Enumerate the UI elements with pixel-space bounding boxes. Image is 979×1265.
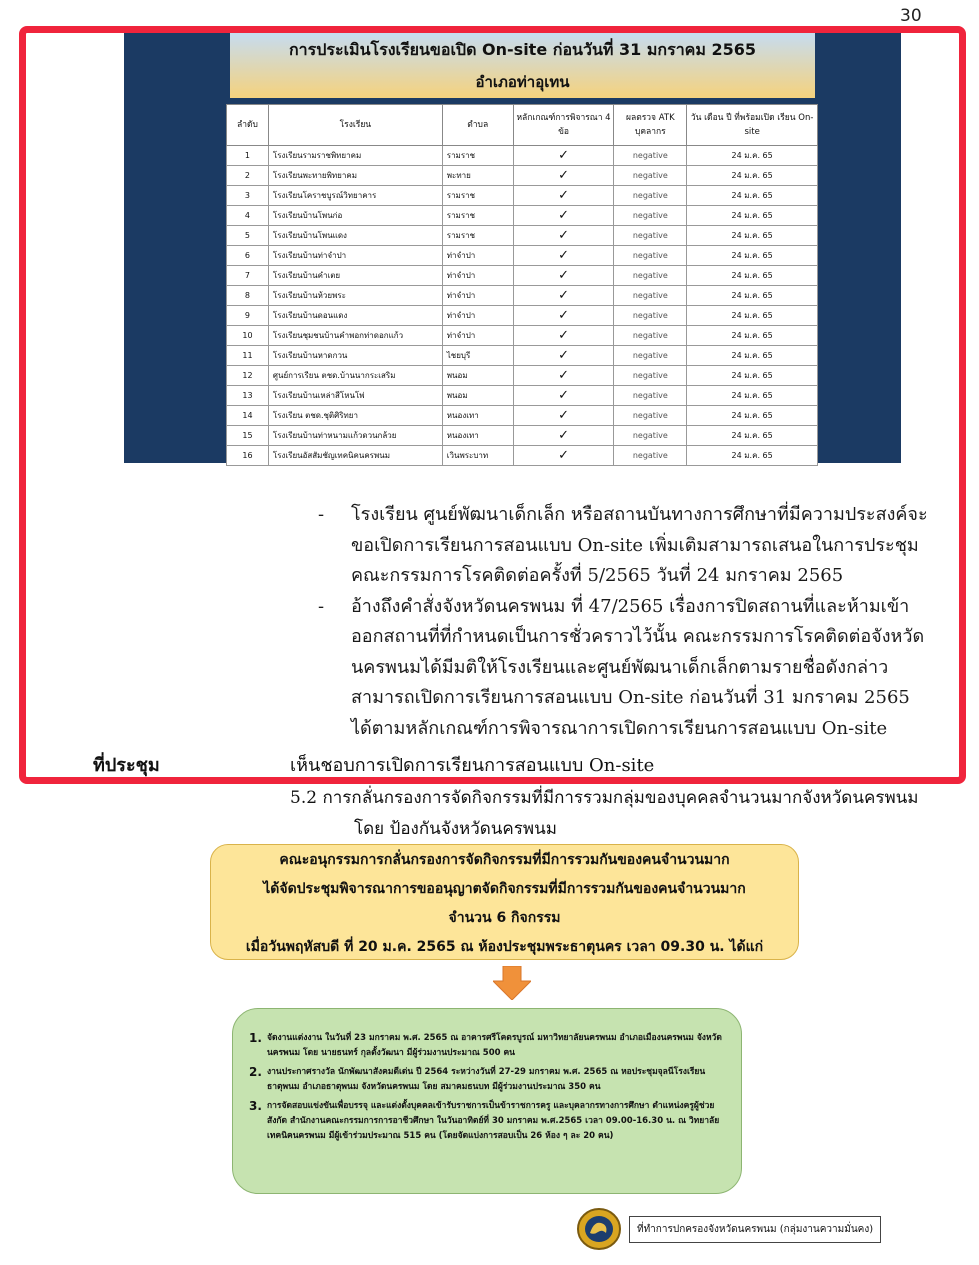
cell-atk: negative [614,186,687,206]
cell-subdistrict: รามราช [442,186,513,206]
cell-school: โรงเรียนบ้านท่าหนามแก้วดวนกล้วย [268,426,442,446]
cell-atk: negative [614,366,687,386]
activity-text: งานประกาศรางวัล นักพัฒนาสังคมดีเด่น ปี 2564 ระหว่างวันที่ 27-29 มกราคม พ.ศ. 2565 ณ หอประชุมจุลนีโรงเรียนธาตุพนม อำเภอธาตุพนม จังหวัดนครพนม โดย สมาคมธนบท มีผู้ร่วมงานประมาณ 350 คน [267,1067,706,1092]
cell-criteria-check: ✓ [513,286,614,306]
activity-item [249,1065,727,1095]
activity-item [249,1099,727,1144]
bullet-list [318,500,933,744]
table-row [227,286,818,306]
cell-subdistrict: ท่าจำปา [442,306,513,326]
bullet-text: อ้างถึงคำสั่งจังหวัดนครพนม ที่ 47/2565 เรื่องการปิดสถานที่และห้ามเข้าออกสถานที่ที่กำหนดเป็นการชั่วคราวไว้นั้น คณะกรรมการโรคติดต่อจังหวัดนครพนมได้มีมติให้โรงเรียนและศูนย์พัฒนาเด็กเล็กตามรายชื่อดังกล่าวสามารถเปิดการเรียนการสอนแบบ On-site ก่อนวันที่ 31 มกราคม 2565 ได้ตามหลักเกณฑ์การพิจารณาการเปิดการเรียนการสอนแบบ On-site [351,595,925,739]
summary-line: จำนวน 6 กิจกรรม [448,910,561,926]
cell-school: โรงเรียนรามราชพิทยาคม [268,146,442,166]
cell-date: 24 ม.ค. 65 [687,426,818,446]
cell-subdistrict: พะทาย [442,166,513,186]
table-row [227,326,818,346]
table-row [227,446,818,466]
arrow-down-icon [493,966,531,1000]
header-atk: ผลตรวจ ATK บุคลากร [614,105,687,146]
cell-no: 5 [227,226,269,246]
cell-criteria-check: ✓ [513,246,614,266]
school-table [226,104,818,466]
cell-subdistrict: พนอม [442,366,513,386]
table-row [227,166,818,186]
cell-date: 24 ม.ค. 65 [687,166,818,186]
cell-criteria-check: ✓ [513,146,614,166]
cell-atk: negative [614,446,687,466]
cell-subdistrict: เวินพระบาท [442,446,513,466]
cell-date: 24 ม.ค. 65 [687,386,818,406]
bullet-text: โรงเรียน ศูนย์พัฒนาเด็กเล็ก หรือสถานบันทางการศึกษาที่มีความประสงค์จะขอเปิดการเรียนการสอนแบบ On-site เพิ่มเติมสามารถเสนอในการประชุมคณะกรรมการโรคติดต่อครั้งที่ 5/2565 วันที่ 24 มกราคม 2565 [351,504,928,586]
cell-atk: negative [614,326,687,346]
activity-number: 1. [249,1031,262,1045]
cell-no: 13 [227,386,269,406]
cell-atk: negative [614,246,687,266]
activities-box [232,1008,742,1194]
cell-date: 24 ม.ค. 65 [687,446,818,466]
table-row [227,426,818,446]
cell-criteria-check: ✓ [513,446,614,466]
table-row [227,306,818,326]
cell-criteria-check: ✓ [513,406,614,426]
cell-no: 4 [227,206,269,226]
meeting-resolution: เห็นชอบการเปิดการเรียนการสอนแบบ On-site [290,755,655,776]
provincial-seal-icon [576,1207,622,1251]
cell-subdistrict: รามราช [442,206,513,226]
cell-no: 11 [227,346,269,366]
cell-date: 24 ม.ค. 65 [687,246,818,266]
cell-subdistrict: หนองเทา [442,426,513,446]
cell-criteria-check: ✓ [513,426,614,446]
table-row [227,266,818,286]
cell-subdistrict: พนอม [442,386,513,406]
cell-date: 24 ม.ค. 65 [687,326,818,346]
cell-criteria-check: ✓ [513,266,614,286]
cell-no: 15 [227,426,269,446]
cell-subdistrict: ท่าจำปา [442,286,513,306]
cell-date: 24 ม.ค. 65 [687,266,818,286]
table-row [227,206,818,226]
cell-subdistrict: ท่าจำปา [442,246,513,266]
cell-atk: negative [614,146,687,166]
cell-no: 8 [227,286,269,306]
table-header-row [227,105,818,146]
cell-date: 24 ม.ค. 65 [687,346,818,366]
footer [576,1207,881,1251]
cell-subdistrict: รามราช [442,226,513,246]
cell-date: 24 ม.ค. 65 [687,146,818,166]
cell-date: 24 ม.ค. 65 [687,286,818,306]
cell-criteria-check: ✓ [513,226,614,246]
cell-school: ศูนย์การเรียน ตชด.บ้านนากระเสริม [268,366,442,386]
cell-subdistrict: รามราช [442,146,513,166]
section-5-2 [290,783,930,845]
cell-atk: negative [614,226,687,246]
cell-school: โรงเรียน ตชด.ชุติศิริทยา [268,406,442,426]
cell-no: 9 [227,306,269,326]
table-row [227,146,818,166]
cell-criteria-check: ✓ [513,306,614,326]
cell-atk: negative [614,286,687,306]
cell-no: 14 [227,406,269,426]
cell-subdistrict: ท่าจำปา [442,326,513,346]
meeting-label: ที่ประชุม [93,755,160,776]
cell-date: 24 ม.ค. 65 [687,186,818,206]
cell-no: 16 [227,446,269,466]
cell-criteria-check: ✓ [513,346,614,366]
page-number: 30 [900,6,922,26]
cell-school: โรงเรียนชุมชนบ้านคำพอกท่าดอกแก้ว [268,326,442,346]
cell-criteria-check: ✓ [513,166,614,186]
header-school: โรงเรียน [268,105,442,146]
cell-criteria-check: ✓ [513,206,614,226]
cell-school: โรงเรียนพะทายพิทยาคม [268,166,442,186]
cell-criteria-check: ✓ [513,366,614,386]
activity-text: จัดงานแต่งงาน ในวันที่ 23 มกราคม พ.ศ. 2565 ณ อาคารศรีโคตรบูรณ์ มหาวิทยาลัยนครพนม อำเภอเมืองนครพนม จังหวัดนครพนม โดย นายธนทร์ กุลตั้งวัฒนา มีผู้ร่วมงานประมาณ 500 คน [267,1033,722,1058]
footer-label: ที่ทำการปกครองจังหวัดนครพนม (กลุ่มงานความมั่นคง) [629,1216,881,1243]
cell-school: โรงเรียนบ้านโพนแดง [268,226,442,246]
cell-subdistrict: ไชยบุรี [442,346,513,366]
bullet-item: - โรงเรียน ศูนย์พัฒนาเด็กเล็ก หรือสถานบันทางการศึกษาที่มีความประสงค์จะขอเปิดการเรียนการสอนแบบ On-site เพิ่มเติมสามารถเสนอในการประชุมคณะกรรมการโรคติดต่อครั้งที่ 5/2565 วันที่ 24 มกราคม 2565 [318,500,933,592]
embedded-title: การประเมินโรงเรียนขอเปิด On-site ก่อนวันที่ 31 มกราคม 2565 [288,40,757,59]
embedded-subtitle: อำเภอท่าอุเทน [475,73,570,91]
cell-school: โรงเรียนโคราชบูรณ์วิทยาคาร [268,186,442,206]
table-row [227,346,818,366]
cell-date: 24 ม.ค. 65 [687,366,818,386]
cell-atk: negative [614,386,687,406]
cell-school: โรงเรียนบ้านเหล่าสีโหนโพ่ [268,386,442,406]
cell-no: 2 [227,166,269,186]
cell-school: โรงเรียนบ้านดอนแดง [268,306,442,326]
committee-summary-box [210,844,799,960]
header-no: ลำดับ [227,105,269,146]
cell-school: โรงเรียนอัสสัมชัญเทคนิคนครพนม [268,446,442,466]
activity-number: 2. [249,1065,262,1079]
cell-atk: negative [614,166,687,186]
header-subdistrict: ตำบล [442,105,513,146]
cell-date: 24 ม.ค. 65 [687,226,818,246]
cell-criteria-check: ✓ [513,386,614,406]
cell-atk: negative [614,266,687,286]
cell-school: โรงเรียนบ้านคำเตย [268,266,442,286]
cell-atk: negative [614,206,687,226]
activity-text: การจัดสอบแข่งขันเพื่อบรรจุ และแต่งตั้งบุคคลเข้ารับราชการเป็นข้าราชการครู และบุคลากรทางการศึกษา ตำแหน่งครูผู้ช่วย สังกัด สำนักงานคณะกรรมการการอาชีวศึกษา ในวันอาทิตย์ที่ 30 มกราคม พ.ศ.2565 เวลา 09.00-16.30 น. ณ วิทยาลัยเทคนิคนครพนม มีผู้เข้าร่วมประมาณ 515 คน (โดยจัดแบ่งการสอบเป็น 26 ห้อง ๆ ละ 20 คน) [267,1101,720,1141]
summary-line: เมื่อวันพฤหัสบดี ที่ 20 ม.ค. 2565 ณ ห้องประชุมพระธาตุนคร เวลา 09.30 น. ได้แก่ [245,939,764,955]
cell-atk: negative [614,426,687,446]
cell-criteria-check: ✓ [513,186,614,206]
cell-school: โรงเรียนบ้านโพนก่อ [268,206,442,226]
summary-line: คณะอนุกรรมการกลั่นกรองการจัดกิจกรรมที่มีการรวมกันของคนจำนวนมาก [279,852,730,868]
table-row [227,366,818,386]
table-row [227,226,818,246]
cell-no: 1 [227,146,269,166]
cell-subdistrict: หนองเทา [442,406,513,426]
cell-atk: negative [614,306,687,326]
embedded-title-banner [230,33,815,98]
activity-number: 3. [249,1099,262,1113]
table-row [227,386,818,406]
cell-no: 3 [227,186,269,206]
cell-school: โรงเรียนบ้านหาดกวน [268,346,442,366]
cell-atk: negative [614,406,687,426]
bullet-item: - อ้างถึงคำสั่งจังหวัดนครพนม ที่ 47/2565 เรื่องการปิดสถานที่และห้ามเข้าออกสถานที่ที่กำหนดเป็นการชั่วคราวไว้นั้น คณะกรรมการโรคติดต่อจังหวัดนครพนมได้มีมติให้โรงเรียนและศูนย์พัฒนาเด็กเล็กตามรายชื่อดังกล่าวสามารถเปิดการเรียนการสอนแบบ On-site ก่อนวันที่ 31 มกราคม 2565 ได้ตามหลักเกณฑ์การพิจารณาการเปิดการเรียนการสอนแบบ On-site [318,592,933,745]
cell-school: โรงเรียนบ้านท่าจำปา [268,246,442,266]
header-criteria: หลักเกณฑ์การพิจารณา 4 ข้อ [513,105,614,146]
cell-school: โรงเรียนบ้านห้วยพระ [268,286,442,306]
table-row [227,186,818,206]
header-date: วัน เดือน ปี ที่พร้อมเปิด เรียน On-site [687,105,818,146]
activity-item [249,1031,727,1061]
section-5-2-title: 5.2 การกลั่นกรองการจัดกิจกรรมที่มีการรวมกลุ่มของบุคคลจำนวนมากจังหวัดนครพนม [290,788,919,808]
cell-atk: negative [614,346,687,366]
section-5-2-by: โดย ป้องกันจังหวัดนครพนม [354,819,557,839]
cell-date: 24 ม.ค. 65 [687,306,818,326]
cell-no: 10 [227,326,269,346]
cell-no: 12 [227,366,269,386]
cell-no: 6 [227,246,269,266]
cell-no: 7 [227,266,269,286]
summary-line: ได้จัดประชุมพิจารณาการขออนุญาตจัดกิจกรรมที่มีการรวมกันของคนจำนวนมาก [263,881,746,897]
table-row [227,246,818,266]
table-row [227,406,818,426]
cell-criteria-check: ✓ [513,326,614,346]
school-table-container [226,104,818,466]
cell-date: 24 ม.ค. 65 [687,406,818,426]
cell-date: 24 ม.ค. 65 [687,206,818,226]
cell-subdistrict: ท่าจำปา [442,266,513,286]
table-body [227,146,818,466]
